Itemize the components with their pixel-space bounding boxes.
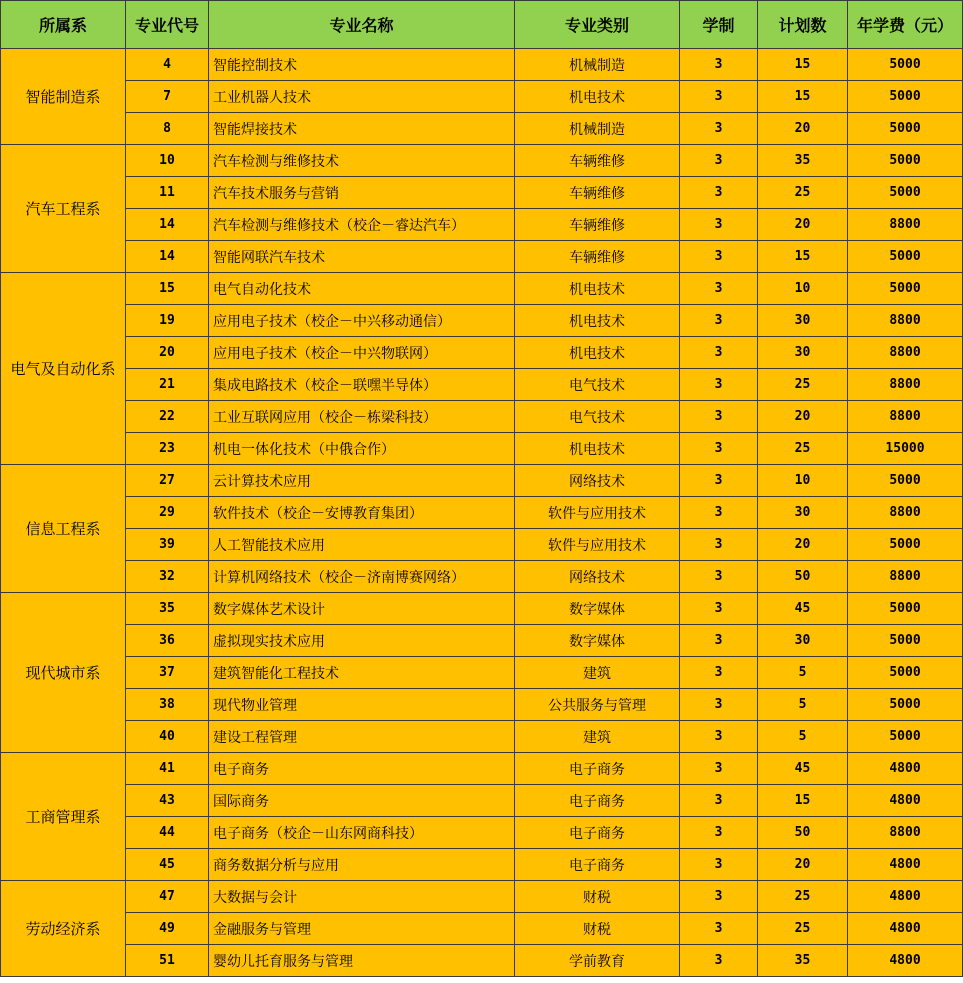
plan-count-cell: 25 bbox=[758, 433, 848, 465]
major-code-cell: 10 bbox=[126, 145, 209, 177]
table-row bbox=[1, 209, 963, 241]
major-name-cell: 应用电子技术（校企－中兴移动通信） bbox=[209, 305, 515, 337]
plan-count-cell: 30 bbox=[758, 305, 848, 337]
years-cell: 3 bbox=[680, 177, 758, 209]
annual-fee-cell: 5000 bbox=[848, 593, 963, 625]
major-name-cell: 应用电子技术（校企－中兴物联网） bbox=[209, 337, 515, 369]
annual-fee-cell: 8800 bbox=[848, 817, 963, 849]
years-cell: 3 bbox=[680, 497, 758, 529]
table-row bbox=[1, 849, 963, 881]
annual-fee-cell: 5000 bbox=[848, 241, 963, 273]
major-category-cell: 车辆维修 bbox=[515, 241, 680, 273]
plan-count-cell: 45 bbox=[758, 593, 848, 625]
table-row bbox=[1, 401, 963, 433]
major-code-cell: 51 bbox=[126, 945, 209, 977]
years-cell: 3 bbox=[680, 145, 758, 177]
years-cell: 3 bbox=[680, 113, 758, 145]
major-name-cell: 汽车技术服务与营销 bbox=[209, 177, 515, 209]
plan-count-cell: 5 bbox=[758, 689, 848, 721]
major-code-cell: 49 bbox=[126, 913, 209, 945]
years-cell: 3 bbox=[680, 785, 758, 817]
header-row bbox=[1, 1, 963, 49]
table-row bbox=[1, 593, 963, 625]
major-name-cell: 现代物业管理 bbox=[209, 689, 515, 721]
table-row bbox=[1, 337, 963, 369]
years-cell: 3 bbox=[680, 593, 758, 625]
plan-count-cell: 20 bbox=[758, 113, 848, 145]
plan-count-cell: 5 bbox=[758, 721, 848, 753]
major-category-cell: 机电技术 bbox=[515, 433, 680, 465]
major-category-cell: 机械制造 bbox=[515, 49, 680, 81]
department-cell: 工商管理系 bbox=[1, 753, 126, 881]
major-category-cell: 电气技术 bbox=[515, 401, 680, 433]
annual-fee-cell: 8800 bbox=[848, 401, 963, 433]
major-code-cell: 44 bbox=[126, 817, 209, 849]
major-name-cell: 虚拟现实技术应用 bbox=[209, 625, 515, 657]
annual-fee-cell: 8800 bbox=[848, 497, 963, 529]
years-cell: 3 bbox=[680, 817, 758, 849]
annual-fee-cell: 8800 bbox=[848, 305, 963, 337]
department-cell: 智能制造系 bbox=[1, 49, 126, 145]
major-category-cell: 机械制造 bbox=[515, 113, 680, 145]
major-code-cell: 43 bbox=[126, 785, 209, 817]
table-row bbox=[1, 529, 963, 561]
major-code-cell: 32 bbox=[126, 561, 209, 593]
major-category-cell: 财税 bbox=[515, 913, 680, 945]
major-code-cell: 4 bbox=[126, 49, 209, 81]
plan-count-cell: 15 bbox=[758, 241, 848, 273]
major-code-cell: 37 bbox=[126, 657, 209, 689]
major-code-cell: 11 bbox=[126, 177, 209, 209]
annual-fee-cell: 4800 bbox=[848, 785, 963, 817]
annual-fee-cell: 4800 bbox=[848, 753, 963, 785]
annual-fee-cell: 4800 bbox=[848, 913, 963, 945]
table-row bbox=[1, 753, 963, 785]
plan-count-cell: 10 bbox=[758, 465, 848, 497]
major-name-cell: 集成电路技术（校企－联嘿半导体） bbox=[209, 369, 515, 401]
annual-fee-cell: 8800 bbox=[848, 209, 963, 241]
table-body bbox=[1, 49, 963, 977]
years-cell: 3 bbox=[680, 465, 758, 497]
major-category-cell: 机电技术 bbox=[515, 305, 680, 337]
major-code-cell: 20 bbox=[126, 337, 209, 369]
major-code-cell: 41 bbox=[126, 753, 209, 785]
table-row bbox=[1, 689, 963, 721]
plan-count-cell: 45 bbox=[758, 753, 848, 785]
table-row bbox=[1, 177, 963, 209]
major-code-cell: 15 bbox=[126, 273, 209, 305]
major-category-cell: 软件与应用技术 bbox=[515, 529, 680, 561]
major-name-cell: 人工智能技术应用 bbox=[209, 529, 515, 561]
major-category-cell: 网络技术 bbox=[515, 465, 680, 497]
table-row bbox=[1, 273, 963, 305]
plan-count-cell: 5 bbox=[758, 657, 848, 689]
major-name-cell: 大数据与会计 bbox=[209, 881, 515, 913]
annual-fee-cell: 8800 bbox=[848, 369, 963, 401]
major-category-cell: 公共服务与管理 bbox=[515, 689, 680, 721]
annual-fee-cell: 5000 bbox=[848, 177, 963, 209]
major-code-cell: 40 bbox=[126, 721, 209, 753]
major-code-cell: 47 bbox=[126, 881, 209, 913]
table-row bbox=[1, 657, 963, 689]
annual-fee-cell: 8800 bbox=[848, 561, 963, 593]
department-cell: 劳动经济系 bbox=[1, 881, 126, 977]
years-cell: 3 bbox=[680, 945, 758, 977]
major-code-cell: 27 bbox=[126, 465, 209, 497]
plan-count-cell: 10 bbox=[758, 273, 848, 305]
department-cell: 现代城市系 bbox=[1, 593, 126, 753]
table-row bbox=[1, 465, 963, 497]
plan-count-cell: 25 bbox=[758, 913, 848, 945]
annual-fee-cell: 5000 bbox=[848, 689, 963, 721]
major-name-cell: 智能网联汽车技术 bbox=[209, 241, 515, 273]
major-name-cell: 机电一体化技术（中俄合作） bbox=[209, 433, 515, 465]
annual-fee-cell: 5000 bbox=[848, 465, 963, 497]
table-row bbox=[1, 113, 963, 145]
table-row bbox=[1, 497, 963, 529]
table-row bbox=[1, 625, 963, 657]
years-cell: 3 bbox=[680, 337, 758, 369]
plan-count-cell: 50 bbox=[758, 817, 848, 849]
years-cell: 3 bbox=[680, 561, 758, 593]
major-category-cell: 电气技术 bbox=[515, 369, 680, 401]
major-code-cell: 14 bbox=[126, 241, 209, 273]
major-code-cell: 45 bbox=[126, 849, 209, 881]
table-row bbox=[1, 81, 963, 113]
table-row bbox=[1, 305, 963, 337]
plan-count-cell: 25 bbox=[758, 881, 848, 913]
plan-count-cell: 25 bbox=[758, 369, 848, 401]
table-row bbox=[1, 369, 963, 401]
annual-fee-cell: 5000 bbox=[848, 657, 963, 689]
plan-count-cell: 35 bbox=[758, 145, 848, 177]
table-row bbox=[1, 785, 963, 817]
major-name-cell: 汽车检测与维修技术 bbox=[209, 145, 515, 177]
major-category-cell: 财税 bbox=[515, 881, 680, 913]
major-name-cell: 建设工程管理 bbox=[209, 721, 515, 753]
major-category-cell: 学前教育 bbox=[515, 945, 680, 977]
table-row bbox=[1, 433, 963, 465]
plan-count-cell: 20 bbox=[758, 401, 848, 433]
major-name-cell: 软件技术（校企－安博教育集团） bbox=[209, 497, 515, 529]
major-category-cell: 建筑 bbox=[515, 721, 680, 753]
table-row bbox=[1, 945, 963, 977]
years-cell: 3 bbox=[680, 913, 758, 945]
plan-count-cell: 30 bbox=[758, 625, 848, 657]
years-cell: 3 bbox=[680, 401, 758, 433]
major-category-cell: 车辆维修 bbox=[515, 145, 680, 177]
major-code-cell: 38 bbox=[126, 689, 209, 721]
plan-count-cell: 20 bbox=[758, 849, 848, 881]
years-cell: 3 bbox=[680, 625, 758, 657]
years-cell: 3 bbox=[680, 81, 758, 113]
major-category-cell: 建筑 bbox=[515, 657, 680, 689]
major-category-cell: 电子商务 bbox=[515, 849, 680, 881]
major-code-cell: 35 bbox=[126, 593, 209, 625]
department-cell: 汽车工程系 bbox=[1, 145, 126, 273]
plan-count-cell: 50 bbox=[758, 561, 848, 593]
plan-count-cell: 20 bbox=[758, 529, 848, 561]
major-category-cell: 机电技术 bbox=[515, 273, 680, 305]
major-category-cell: 软件与应用技术 bbox=[515, 497, 680, 529]
annual-fee-cell: 5000 bbox=[848, 625, 963, 657]
years-cell: 3 bbox=[680, 209, 758, 241]
major-code-cell: 23 bbox=[126, 433, 209, 465]
annual-fee-cell: 4800 bbox=[848, 881, 963, 913]
years-cell: 3 bbox=[680, 689, 758, 721]
major-category-cell: 数字媒体 bbox=[515, 625, 680, 657]
major-category-cell: 数字媒体 bbox=[515, 593, 680, 625]
years-cell: 3 bbox=[680, 529, 758, 561]
annual-fee-cell: 5000 bbox=[848, 49, 963, 81]
major-code-cell: 39 bbox=[126, 529, 209, 561]
major-category-cell: 车辆维修 bbox=[515, 177, 680, 209]
plan-count-cell: 25 bbox=[758, 177, 848, 209]
years-cell: 3 bbox=[680, 849, 758, 881]
major-name-cell: 婴幼儿托育服务与管理 bbox=[209, 945, 515, 977]
major-name-cell: 智能焊接技术 bbox=[209, 113, 515, 145]
annual-fee-cell: 15000 bbox=[848, 433, 963, 465]
annual-fee-cell: 4800 bbox=[848, 945, 963, 977]
plan-count-cell: 15 bbox=[758, 785, 848, 817]
annual-fee-cell: 4800 bbox=[848, 849, 963, 881]
plan-count-cell: 15 bbox=[758, 49, 848, 81]
major-code-cell: 19 bbox=[126, 305, 209, 337]
header-department: 所属系 bbox=[1, 1, 126, 49]
major-code-cell: 21 bbox=[126, 369, 209, 401]
table-row bbox=[1, 913, 963, 945]
major-name-cell: 工业机器人技术 bbox=[209, 81, 515, 113]
major-category-cell: 车辆维修 bbox=[515, 209, 680, 241]
major-category-cell: 电子商务 bbox=[515, 817, 680, 849]
table-row bbox=[1, 817, 963, 849]
annual-fee-cell: 5000 bbox=[848, 113, 963, 145]
major-category-cell: 机电技术 bbox=[515, 81, 680, 113]
major-code-cell: 36 bbox=[126, 625, 209, 657]
plan-count-cell: 20 bbox=[758, 209, 848, 241]
major-name-cell: 电子商务 bbox=[209, 753, 515, 785]
years-cell: 3 bbox=[680, 657, 758, 689]
years-cell: 3 bbox=[680, 273, 758, 305]
major-name-cell: 电气自动化技术 bbox=[209, 273, 515, 305]
major-name-cell: 金融服务与管理 bbox=[209, 913, 515, 945]
table-row bbox=[1, 241, 963, 273]
major-code-cell: 8 bbox=[126, 113, 209, 145]
table-row bbox=[1, 561, 963, 593]
table-row bbox=[1, 49, 963, 81]
plan-count-cell: 30 bbox=[758, 337, 848, 369]
major-name-cell: 电子商务（校企－山东网商科技） bbox=[209, 817, 515, 849]
department-cell: 电气及自动化系 bbox=[1, 273, 126, 465]
years-cell: 3 bbox=[680, 49, 758, 81]
header-years: 学制 bbox=[680, 1, 758, 49]
major-name-cell: 商务数据分析与应用 bbox=[209, 849, 515, 881]
major-code-cell: 14 bbox=[126, 209, 209, 241]
header-major-name: 专业名称 bbox=[209, 1, 515, 49]
plan-count-cell: 30 bbox=[758, 497, 848, 529]
header-fee: 年学费（元） bbox=[848, 1, 963, 49]
major-name-cell: 汽车检测与维修技术（校企－睿达汽车） bbox=[209, 209, 515, 241]
annual-fee-cell: 5000 bbox=[848, 81, 963, 113]
table-row bbox=[1, 881, 963, 913]
plan-count-cell: 15 bbox=[758, 81, 848, 113]
major-category-cell: 网络技术 bbox=[515, 561, 680, 593]
header-category: 专业类别 bbox=[515, 1, 680, 49]
years-cell: 3 bbox=[680, 721, 758, 753]
table-row bbox=[1, 145, 963, 177]
major-name-cell: 工业互联网应用（校企－栋梁科技） bbox=[209, 401, 515, 433]
major-category-cell: 电子商务 bbox=[515, 785, 680, 817]
header-code: 专业代号 bbox=[126, 1, 209, 49]
years-cell: 3 bbox=[680, 305, 758, 337]
years-cell: 3 bbox=[680, 433, 758, 465]
plan-count-cell: 35 bbox=[758, 945, 848, 977]
major-category-cell: 机电技术 bbox=[515, 337, 680, 369]
years-cell: 3 bbox=[680, 881, 758, 913]
major-name-cell: 建筑智能化工程技术 bbox=[209, 657, 515, 689]
years-cell: 3 bbox=[680, 369, 758, 401]
department-cell: 信息工程系 bbox=[1, 465, 126, 593]
major-name-cell: 国际商务 bbox=[209, 785, 515, 817]
major-code-cell: 7 bbox=[126, 81, 209, 113]
annual-fee-cell: 5000 bbox=[848, 273, 963, 305]
annual-fee-cell: 5000 bbox=[848, 145, 963, 177]
major-name-cell: 云计算技术应用 bbox=[209, 465, 515, 497]
table-row bbox=[1, 721, 963, 753]
header-plan: 计划数 bbox=[758, 1, 848, 49]
major-code-cell: 29 bbox=[126, 497, 209, 529]
annual-fee-cell: 5000 bbox=[848, 721, 963, 753]
years-cell: 3 bbox=[680, 753, 758, 785]
major-code-cell: 22 bbox=[126, 401, 209, 433]
major-name-cell: 数字媒体艺术设计 bbox=[209, 593, 515, 625]
years-cell: 3 bbox=[680, 241, 758, 273]
major-category-cell: 电子商务 bbox=[515, 753, 680, 785]
annual-fee-cell: 5000 bbox=[848, 529, 963, 561]
annual-fee-cell: 8800 bbox=[848, 337, 963, 369]
major-name-cell: 计算机网络技术（校企－济南博赛网络） bbox=[209, 561, 515, 593]
major-name-cell: 智能控制技术 bbox=[209, 49, 515, 81]
